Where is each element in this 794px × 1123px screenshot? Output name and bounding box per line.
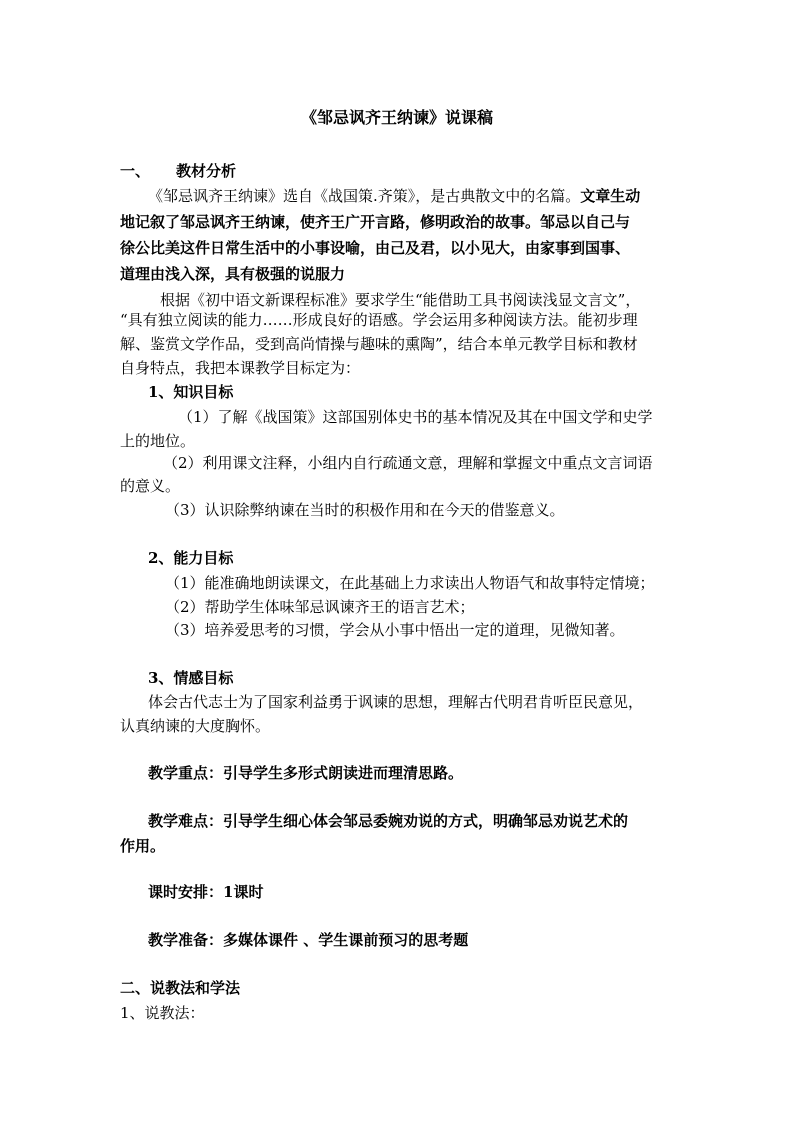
goal1-item3: （3）认识除弊纳谏在当时的积极作用和在今天的借鉴意义。 (165, 501, 565, 519)
section1-number: 一、 (120, 162, 151, 180)
goal3-heading: 3、情感目标 (148, 669, 234, 687)
goal1-item2-line2: 的意义。 (120, 477, 181, 495)
class-schedule: 课时安排：1课时 (148, 883, 264, 901)
teaching-preparation: 教学准备：多媒体课件 、学生课前预习的思考题 (148, 931, 469, 949)
para1-line4: 道理由浅入深，具有极强的说服力 (120, 265, 346, 283)
teaching-difficulty-line1: 教学难点：引导学生细心体会邹忌委婉劝说的方式，明确邹忌劝说艺术的 (148, 812, 629, 830)
para1-line2: 地记叙了邹忌讽齐王纳谏，使齐王广开言路，修明政治的故事。邹忌以自己与 (120, 213, 631, 231)
goal1-item1-line1: （1）了解《战国策》这部国别体史书的基本情况及其在中国文学和史学 (178, 408, 653, 426)
para1-line1-bold: 文章生动 (580, 187, 641, 205)
teaching-difficulty-line2: 作用。 (120, 837, 166, 855)
goal1-item1-line2: 上的地位。 (120, 432, 196, 450)
section2-heading: 二、说教法和学法 (120, 979, 241, 997)
para1-line1 (148, 186, 640, 206)
goal1-heading: 1、知识目标 (148, 383, 234, 401)
goal2-item2: （2）帮助学生体味邹忌讽谏齐王的语言艺术； (165, 598, 475, 616)
goal2-item3: （3）培养爱思考的习惯，学会从小事中悟出一定的道理，见微知著。 (165, 621, 625, 639)
page-title: 《邹忌讽齐王纳谏》说课稿 (300, 108, 493, 127)
teaching-key-point: 教学重点：引导学生多形式朗读进而理清思路。 (148, 764, 464, 782)
para2-line4: 自身特点，我把本课教学目标定为： (120, 359, 361, 377)
goal1-item2-line1: （2）利用课文注释，小组内自行疏通文意，理解和掌握文中重点文言词语 (163, 454, 653, 472)
para2-line3: 解、鉴赏文学作品，受到高尚情操与趣味的熏陶”，结合本单元教学目标和教材 (120, 335, 638, 353)
para1-line1-text: 《邹忌讽齐王纳谏》选自《战国策.齐策》，是古典散文中的名篇。 (148, 187, 581, 205)
para2-line2: “具有独立阅读的能力……形成良好的语感。学会运用多种阅读方法。能初步理 (120, 311, 638, 329)
section2-sub1: 1、说教法： (120, 1004, 205, 1022)
goal3-line2: 认真纳谏的大度胸怀。 (120, 717, 271, 735)
para1-line3: 徐公比美这件日常生活中的小事设喻，由己及君，以小见大，由家事到国事、 (120, 239, 631, 257)
section1-heading: 教材分析 (176, 162, 237, 180)
para2-line1: 根据《初中语文新课程标准》要求学生“能借助工具书阅读浅显文言文”， (160, 291, 641, 309)
goal3-line1: 体会古代志士为了国家利益勇于讽谏的思想，理解古代明君肯听臣民意见， (148, 693, 644, 711)
goal2-heading: 2、能力目标 (148, 549, 234, 567)
goal2-item1: （1）能准确地朗读课文，在此基础上力求读出人物语气和故事特定情境； (165, 574, 655, 592)
